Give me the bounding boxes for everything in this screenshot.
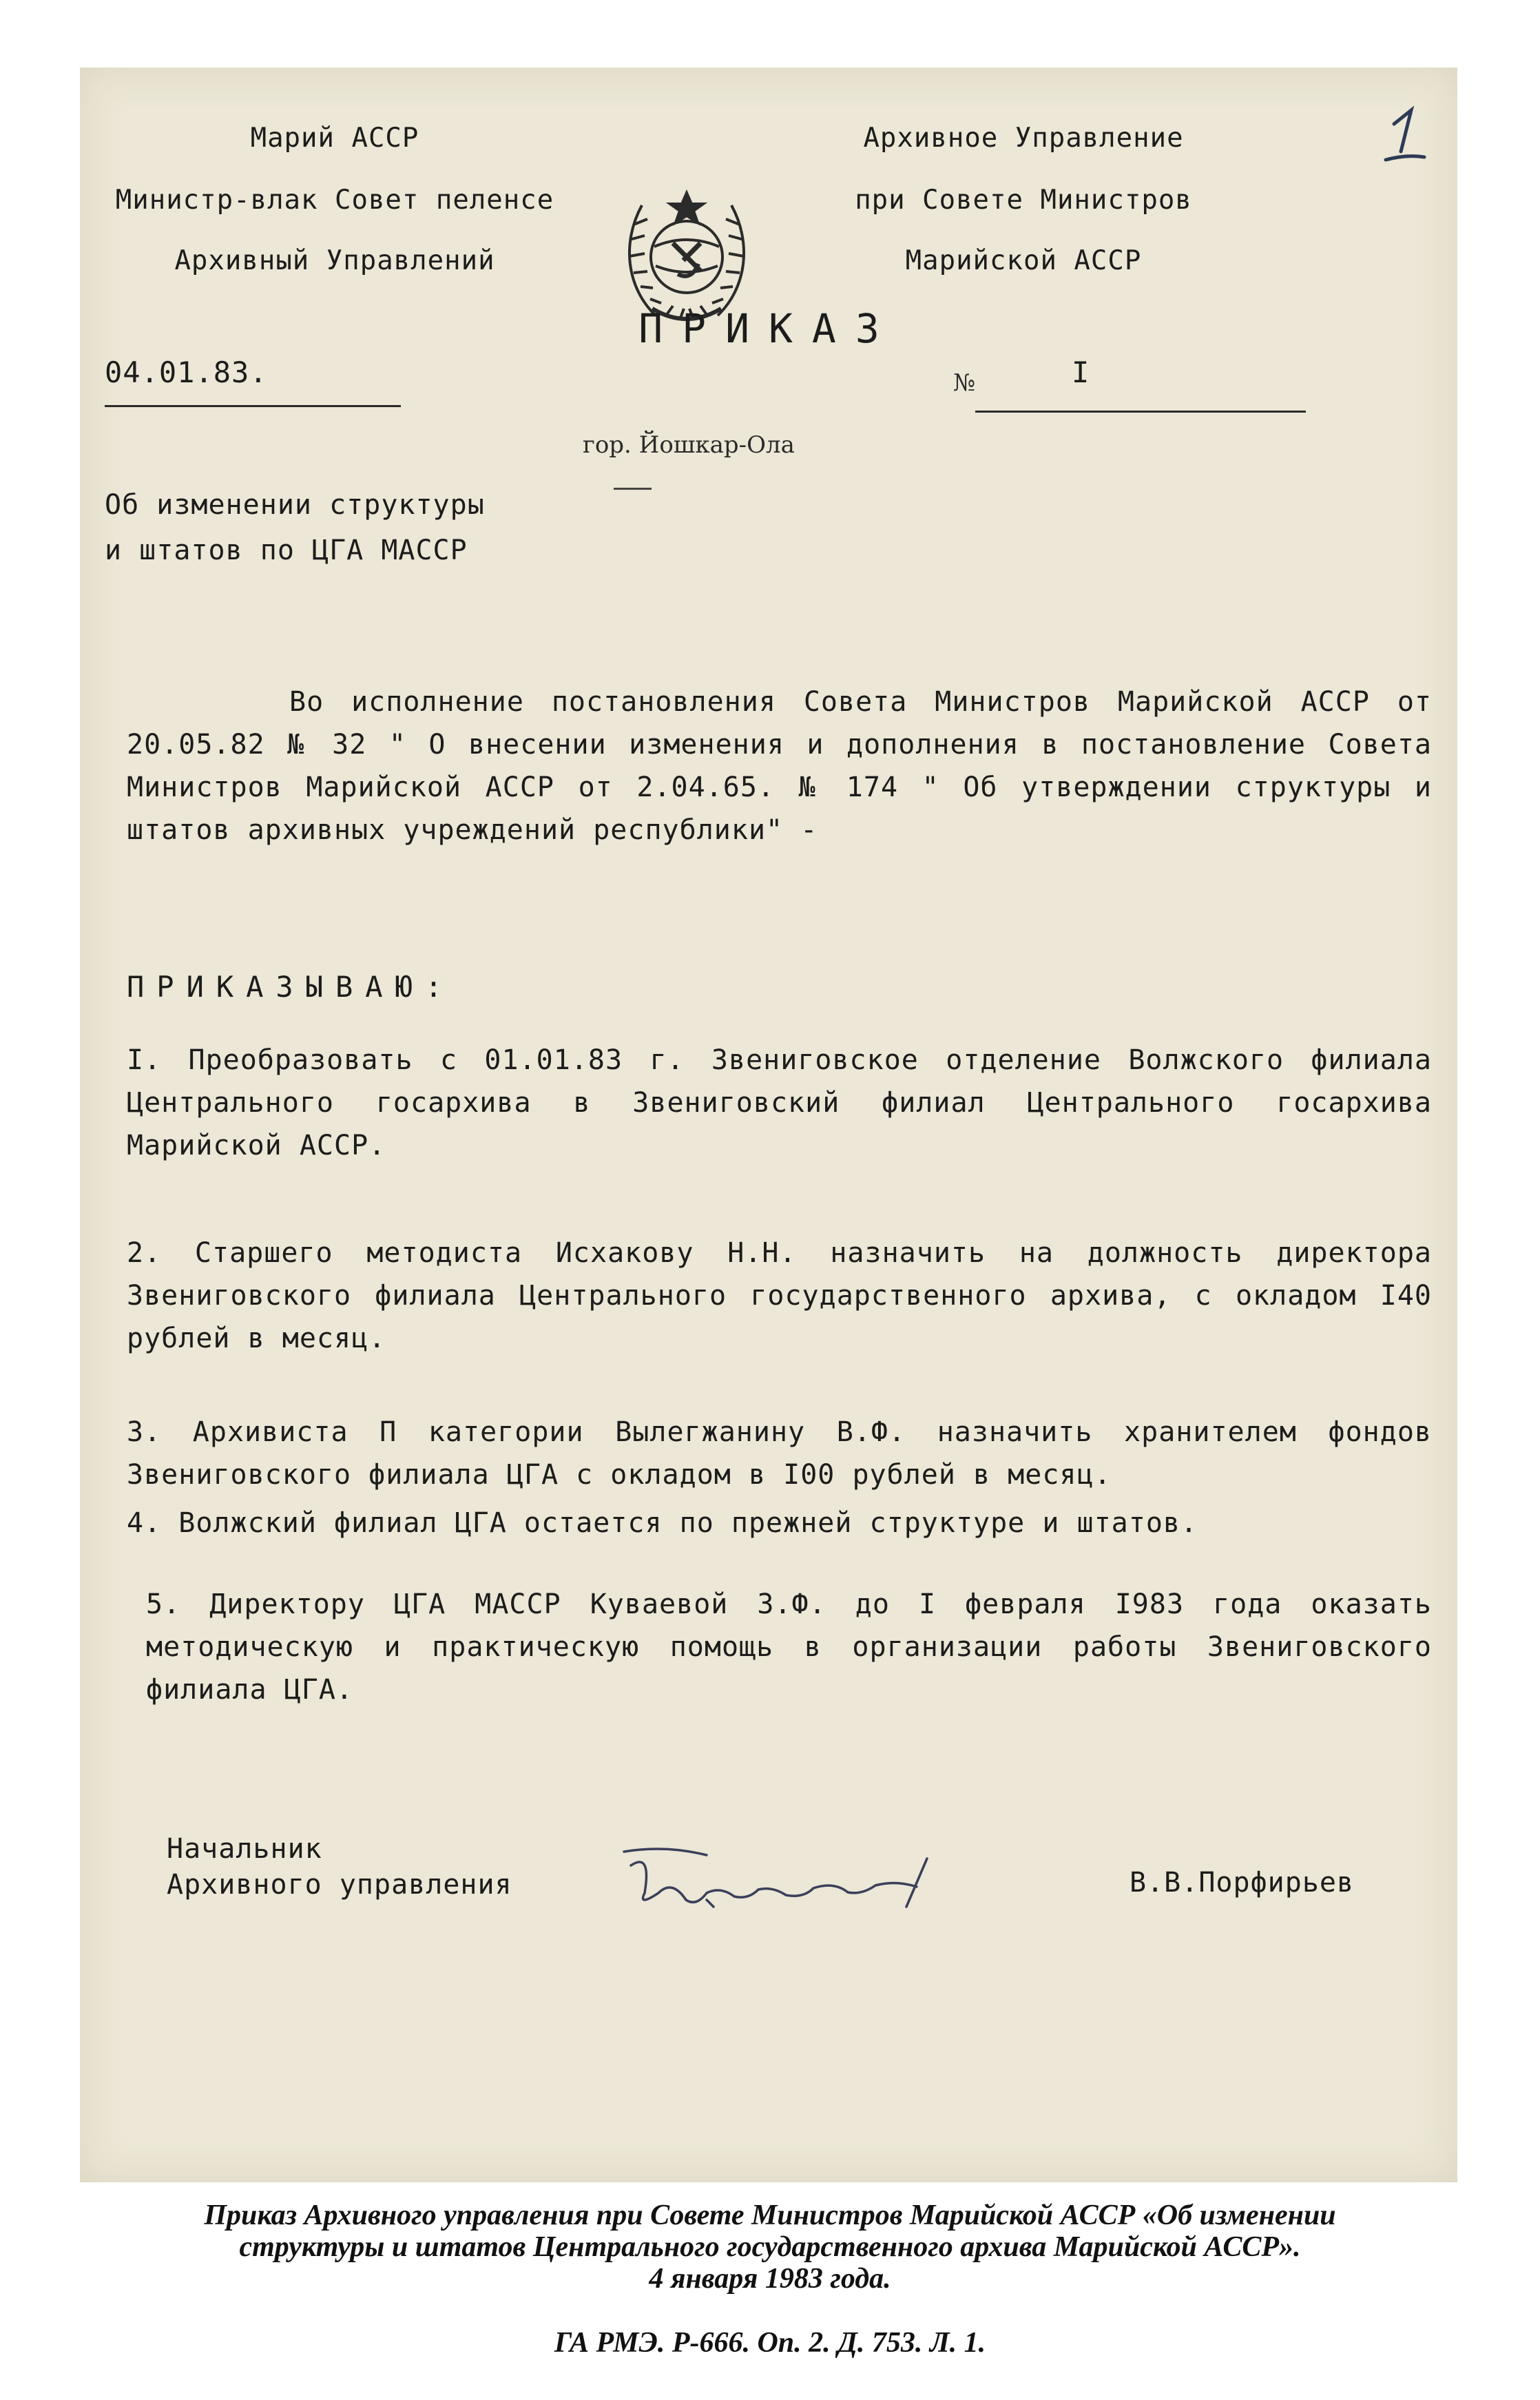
caption	[0, 2200, 1540, 2295]
handwritten-signature	[603, 1845, 1017, 1924]
header-left-line-1: Марий АССР	[250, 123, 419, 154]
document-title: ПРИКАЗ	[638, 305, 899, 352]
signatory-name: В.В.Порфирьев	[1130, 1867, 1355, 1899]
document-sheet	[80, 68, 1457, 2182]
order-item-4: 4. Волжский филиал ЦГА остается по прежней структуре и штатов.	[127, 1507, 1198, 1539]
number-underline	[975, 411, 1306, 413]
signatory-title-line-2: Архивного управления	[167, 1869, 512, 1901]
signatory-title-line-1: Начальник	[167, 1833, 322, 1865]
document-date: 04.01.83.	[105, 355, 268, 389]
order-heading: ПРИКАЗЫВАЮ:	[127, 970, 455, 1004]
caption-line-2: структуры и штатов Центрального государственного архива Марийской АССР».	[239, 2231, 1301, 2263]
header-left-line-2: Министр-влак Совет пеленсе	[115, 185, 554, 216]
city-label: гор. Йошкар-Ола	[583, 431, 795, 459]
header-right-line-3: Марийской АССР	[905, 245, 1142, 276]
number-label: №	[953, 369, 976, 397]
document-subject	[105, 482, 485, 573]
signatory-title	[167, 1831, 512, 1903]
header-left-line-3: Архивный Управлений	[174, 245, 495, 276]
date-underline	[105, 405, 401, 407]
order-item-3: 3. Архивиста П категории Вылегжанину В.Ф. назначить хранителем фондов Звениговского филиала ЦГА с окладом в I00 рублей в месяц.	[127, 1416, 1432, 1491]
header-right-line-1: Архивное Управление	[863, 123, 1184, 154]
header-right-line-2: при Совете Министров	[855, 185, 1192, 216]
order-item-2: 2. Старшего методиста Исхакову Н.Н. назначить на должность директора Звениговского филиала Центрального государственного архива, с окладом I40 рублей в месяц.	[127, 1237, 1432, 1354]
document-number: I	[1072, 355, 1090, 389]
subject-line-1: Об изменении структуры	[105, 489, 485, 521]
order-item-5: 5. Директору ЦГА МАССР Куваевой З.Ф. до I февраля I983 года оказать методическую и практическую помощь в организации работы Звениговского филиала ЦГА.	[146, 1589, 1432, 1706]
archive-source: ГА РМЭ. Р-666. Оп. 2. Д. 753. Л. 1.	[554, 2327, 986, 2359]
handwritten-page-number	[1380, 103, 1428, 176]
caption-line-3: 4 января 1983 года.	[649, 2263, 891, 2295]
preamble-paragraph: Во исполнение постановления Совета Министров Марийской АССР от 20.05.82 № 32 " О внесении изменения и дополнения в постановление Совета Министров Марийской АССР от 2.04.65. № 174 " Об утверждении структуры и штатов архивных учреждений республики" -	[127, 686, 1432, 846]
caption-line-1: Приказ Архивного управления при Совете Министров Марийской АССР «Об изменении	[204, 2200, 1336, 2231]
subject-line-2: и штатов по ЦГА МАССР	[105, 535, 468, 566]
order-item-1: I. Преобразовать с 01.01.83 г. Звениговское отделение Волжского филиала Центрального госархива в Звениговский филиал Центрального госархива Марийской АССР.	[127, 1044, 1432, 1161]
subject-dash	[614, 488, 652, 490]
